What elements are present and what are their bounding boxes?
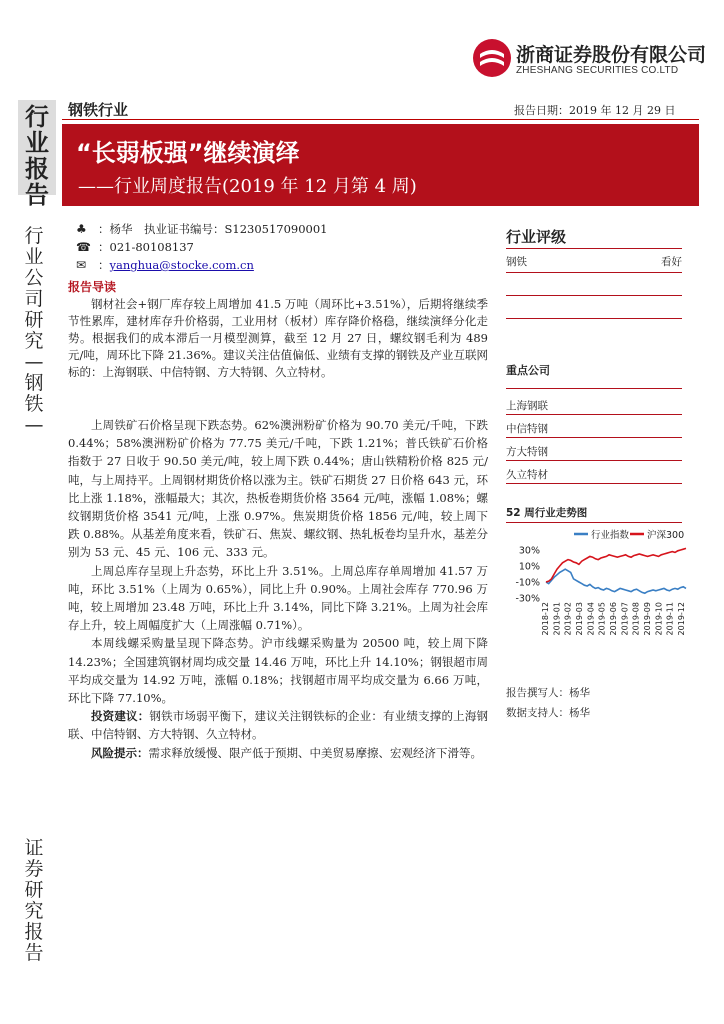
chart-legend <box>574 529 684 541</box>
company-logo <box>472 38 512 78</box>
body-paragraph-purchase: 本周线螺采购量呈现下降态势。沪市线螺采购量为 20500 吨，较上周下降 14.23%；全国建筑钢材周均成交量 14.46 万吨，环比上升 14.10%；钢银超市周平均成交量为 14.92 万吨，涨幅 0.18%；找钢超市周平均成交量为 6.66 万吨，环比下降 77.10%。 <box>68 636 488 706</box>
rating-row <box>506 254 682 269</box>
series-line <box>546 548 686 582</box>
legend-label: 沪深300 <box>647 530 685 541</box>
x-tick-label: 2019-06 <box>609 602 618 636</box>
rating-sector: 钢铁 <box>506 256 527 268</box>
series-line <box>546 569 686 593</box>
x-tick-label: 2019-02 <box>563 602 573 636</box>
header-divider <box>62 119 699 120</box>
x-tick-label: 2019-03 <box>575 602 584 636</box>
x-tick-label: 2018-12 <box>541 602 550 636</box>
key-companies-heading: 重点公司 <box>506 364 550 377</box>
company-name-en: ZHESHANG SECURITIES CO.LTD <box>516 65 679 76</box>
report-title: “长弱板强”继续演绎 <box>76 139 300 167</box>
y-tick-label: 10% <box>518 561 540 573</box>
x-tick-label: 2019-12 <box>677 602 686 636</box>
key-company-item: 上海钢联 <box>506 392 682 415</box>
guide-heading: 报告导读 <box>68 280 117 294</box>
body-paragraph-inventory: 上周总库存呈现上升态势，环比上升 3.51%。上周总库存单周增加 41.57 万吨，环比 3.51%（上周为 0.65%），同比上升 0.90%。上周社会库存 770.96 万吨，较上周增加 23.48 万吨，环比上升 3.14%，同比下降 3.21%。上周为社会库存上升，较上周幅度扩大（上周涨幅 0.71%）。 <box>68 563 488 633</box>
data-supporter: 数据支持人：杨华 <box>506 707 590 719</box>
report-body <box>68 416 488 762</box>
trend-heading: 52 周行业走势图 <box>506 507 588 519</box>
report-subtitle: ——行业周度报告(2019 年 12 月第 4 周) <box>78 176 417 197</box>
report-author: 报告撰写人：杨华 <box>506 687 590 699</box>
rating-value: 看好 <box>661 256 682 268</box>
vertical-label-research: 行业公司研究—钢铁— <box>24 225 44 436</box>
x-tick-label: 2019-11 <box>665 602 675 636</box>
x-tick-label: 2019-09 <box>643 602 652 636</box>
body-paragraph-ore: 上周铁矿石价格呈现下跌态势。62%澳洲粉矿价格为 90.70 美元/千吨，下跌 0.44%；58%澳洲粉矿价格为 77.75 美元/千吨，下跌 1.21%；普氏铁矿石价格指数于 27 日收于 90.50 美元/吨，较上周下跌 0.44%；唐山铁精粉价格 825 元/吨，与上周持平。上周钢材期货价格以涨为主。铁矿石期货 27 日价格 643 元，环比上涨 1.18%，涨幅最大；其次，热板卷期货价格 3564 元/吨，涨幅 1.08%；螺纹钢期货价格 3541 元/吨，上涨 0.97%。焦炭期货价格 1856 元/吨，较上周下跌 0.88%。从基差角度来看，铁矿石、焦炭、螺纹钢、热轧板卷均呈升水，基差分别为 53 元、45 元、106 元、333 元。 <box>68 418 488 560</box>
contact-name: ：杨华 执业证书编号：S1230517090001 <box>98 222 328 236</box>
y-tick-label: -30% <box>515 593 540 605</box>
rating-divider-2 <box>506 295 682 296</box>
x-tick-label: 2019-07 <box>620 602 630 636</box>
legend-label: 行业指数 <box>591 530 630 541</box>
rating-divider-top <box>506 248 682 249</box>
body-paragraph-advice <box>68 707 488 743</box>
rating-divider-1 <box>506 272 682 273</box>
rating-heading: 行业评级 <box>506 228 567 246</box>
trend-chart <box>506 528 688 640</box>
phone-icon: ☎ <box>76 240 91 254</box>
x-tick-label: 2019-01 <box>552 602 562 636</box>
chart-x-axis <box>541 602 686 635</box>
industry-label: 钢铁行业 <box>68 101 129 119</box>
risk-text: 需求释放缓慢、限产低于预期、中美贸易摩擦、宏观经济下滑等。 <box>148 745 482 760</box>
key-company-item: 方大特钢 <box>506 438 682 461</box>
analyst-contact <box>76 220 328 274</box>
contact-email-prefix: ： <box>98 258 110 272</box>
vertical-label-securities: 证券研究报告 <box>24 837 44 964</box>
advice-label: 投资建议： <box>91 709 150 724</box>
chart-y-axis <box>515 546 540 605</box>
body-paragraph-risk <box>68 744 488 762</box>
mail-icon: ✉ <box>76 258 87 272</box>
contact-phone: ：021-80108137 <box>98 240 194 254</box>
company-name-cn: 浙商证券股份有限公司 <box>516 44 707 66</box>
key-divider-top <box>506 388 682 389</box>
trend-divider <box>506 522 682 523</box>
report-date: 报告日期：2019 年 12 月 29 日 <box>514 104 676 117</box>
y-tick-label: 30% <box>518 545 540 557</box>
contact-email-link[interactable]: yanghua@stocke.com.cn <box>109 258 254 272</box>
x-tick-label: 2019-05 <box>597 602 607 636</box>
key-companies-list <box>506 392 682 484</box>
key-company-item: 中信特钢 <box>506 415 682 438</box>
rating-divider-3 <box>506 318 682 319</box>
y-tick-label: -10% <box>515 577 540 589</box>
analyst-info <box>506 683 590 723</box>
x-tick-label: 2019-04 <box>586 602 596 636</box>
advice-text: 钢铁市场弱平衡下，建议关注钢铁标的企业：有业绩支撑的上海钢联、中信特钢、方大特钢、久立特材。 <box>68 709 489 742</box>
guide-text: 钢材社会+钢厂库存较上周增加 41.5 万吨（周环比+3.51%），后期将继续季节性累库，建材库存升价格弱，工业用材（板材）库存降价格稳，继续演绎分化走势。根据我们的成本滞后一月模型测算，截至 12 月 27 日，螺纹钢毛利为 489 元/吨，周环比下降 21.36%。建议关注估值偏低、业绩有支撑的钢铁及产业互联网标的：上海钢联、中信特钢、方大特钢、久立特材。 <box>68 297 488 379</box>
side-tab-label: 行业报告 <box>25 103 49 209</box>
key-company-item: 久立特材 <box>506 461 682 484</box>
chart-lines <box>546 548 686 593</box>
person-icon: ♣ <box>76 222 87 236</box>
x-tick-label: 2019-08 <box>631 602 641 636</box>
risk-label: 风险提示： <box>91 745 149 760</box>
x-tick-label: 2019-10 <box>654 602 664 636</box>
